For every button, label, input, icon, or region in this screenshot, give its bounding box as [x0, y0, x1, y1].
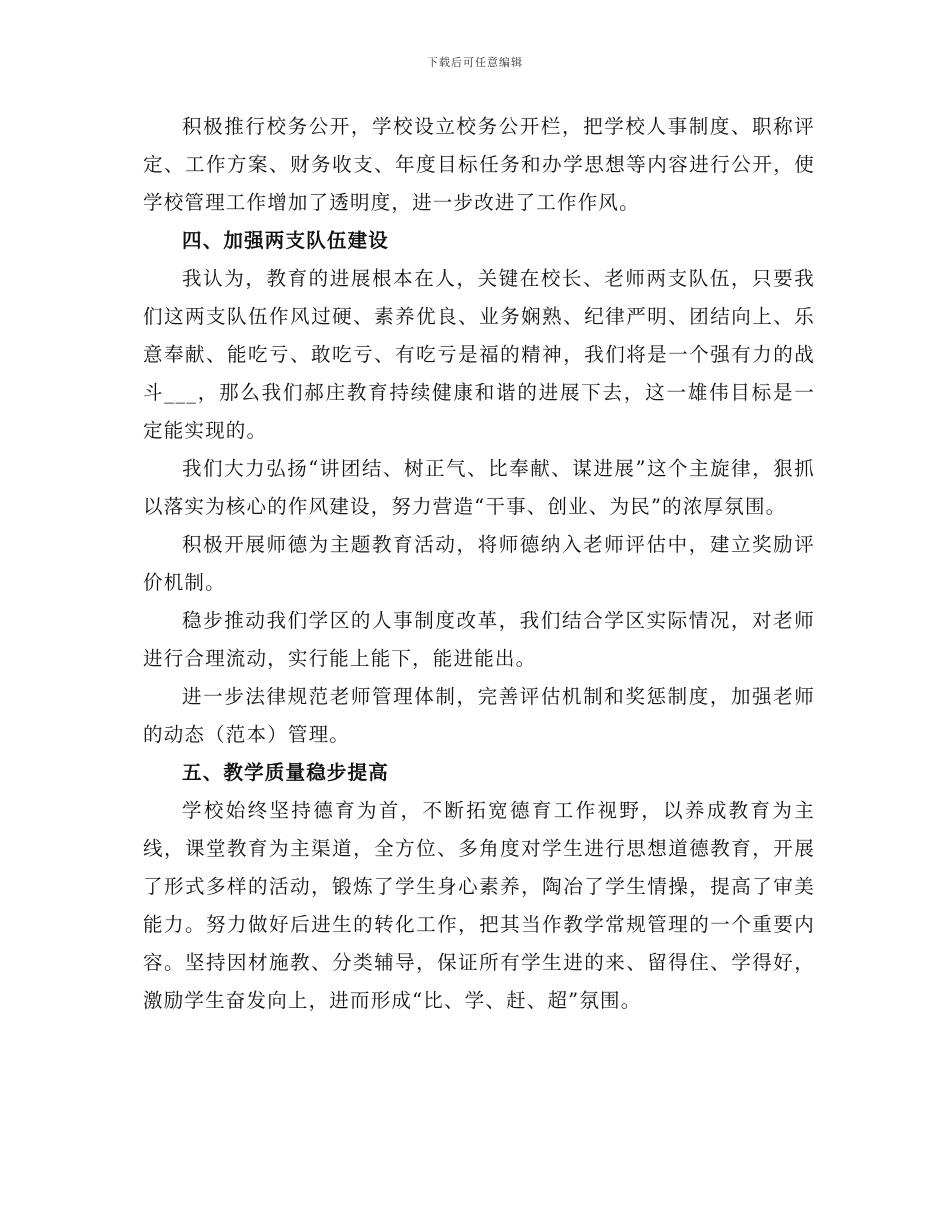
paragraph-teacher-management: 进一步法律规范老师管理体制，完善评估机制和奖惩制度，加强老师的动态（范本）管理。: [143, 685, 815, 746]
paragraph-teaching-quality: 学校始终坚持德育为首，不断拓宽德育工作视野，以养成教育为主线，课堂教育为主渠道，全方位、多角度对学生进行思想道德教育，开展了形式多样的活动，锻炼了学生身心素养，陶冶了学生情操，提高了审美能力。努力做好后进生的转化工作，把其当作教学常规管理的一个重要内容。坚持因材施教、分类辅导，保证所有学生进的来、留得住、学得好，激励学生奋发向上，进而形成“比、学、赶、超”氛围。: [143, 799, 815, 1012]
section-heading-4: 四、加强两支队伍建设: [182, 229, 390, 252]
paragraph-personnel-reform: 稳步推动我们学区的人事制度改革，我们结合学区实际情况，对老师进行合理流动，实行能上能下，能进能出。: [143, 609, 815, 670]
page-header-note: 下载后可任意编辑: [427, 56, 523, 69]
paragraph-school-affairs: 积极推行校务公开，学校设立校务公开栏，把学校人事制度、职称评定、工作方案、财务收支、年度目标任务和办学思想等内容进行公开，使学校管理工作增加了透明度，进一步改进了工作作风。: [143, 115, 815, 214]
document-body: [143, 108, 815, 1020]
paragraph-two-teams: 我认为，教育的进展根本在人，关键在校长、老师两支队伍，只要我们这两支队伍作风过硬、素养优良、业务娴熟、纪律严明、团结向上、乐意奉献、能吃亏、敢吃亏、有吃亏是福的精神，我们将是一个强有力的战斗___，那么我们郝庄教育持续健康和谐的进展下去，这一雄伟目标是一定能实现的。: [143, 267, 815, 442]
paragraph-teacher-ethics: 积极开展师德为主题教育活动，将师德纳入老师评估中，建立奖励评价机制。: [143, 533, 815, 594]
paragraph-work-style: 我们大力弘扬“讲团结、树正气、比奉献、谋进展”这个主旋律，狠抓以落实为核心的作风建设，努力营造“干事、创业、为民”的浓厚氛围。: [143, 457, 815, 518]
section-heading-5: 五、教学质量稳步提高: [182, 761, 390, 784]
